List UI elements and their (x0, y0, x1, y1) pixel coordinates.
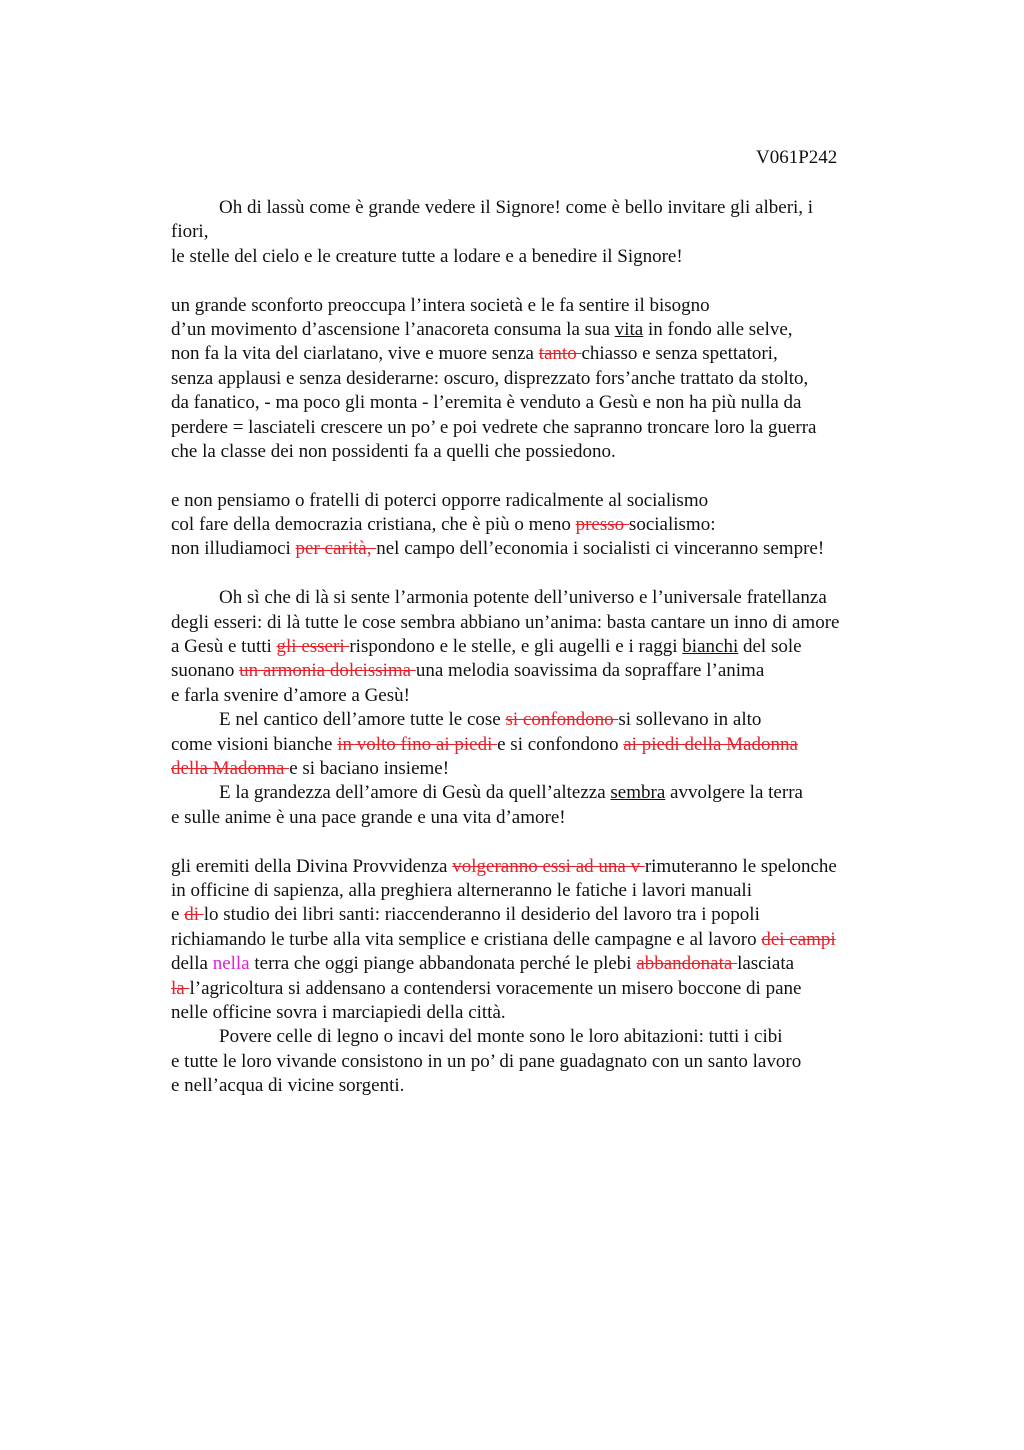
text-segment: degli esseri: di là tutte le cose sembra abbiano un’anima: basta cantare un inno di amore (171, 611, 840, 633)
text-segment: in fondo alle selve, (643, 318, 793, 340)
deleted-text: tanto (538, 343, 582, 365)
text-segment: e (171, 904, 185, 926)
text-segment: in officine di sapienza, alla preghiera alterneranno le fatiche i lavori manuali (171, 879, 752, 901)
text-line (171, 342, 911, 366)
paragraph-gap (171, 830, 911, 854)
text-line (171, 879, 911, 903)
deleted-text: la (171, 977, 190, 999)
text-segment: col fare della democrazia cristiana, che è più o meno (171, 514, 576, 536)
text-line (171, 245, 911, 269)
text-line (171, 537, 911, 561)
text-segment: e nell’acqua di vicine sorgenti. (171, 1075, 405, 1097)
text-line (171, 318, 911, 342)
text-line (171, 196, 911, 220)
text-segment: le stelle del cielo e le creature tutte a lodare e a benedire il Signore! (171, 245, 683, 267)
text-line (171, 708, 911, 732)
text-segment: e non pensiamo o fratelli di poterci opporre radicalmente al socialismo (171, 489, 709, 511)
text-segment: non fa la vita del ciarlatano, vive e muore senza (171, 343, 539, 365)
text-segment: Oh di lassù come è grande vedere il Signore! come è bello invitare gli alberi, i (219, 197, 814, 218)
text-segment: un grande sconforto preoccupa l’intera società e le fa sentire il bisogno (171, 294, 710, 316)
text-line (171, 1050, 911, 1074)
text-line (171, 1001, 911, 1025)
text-segment: E la grandezza dell’amore di Gesù da quell’altezza (219, 782, 611, 804)
text-segment: chiasso e senza spettatori, (581, 343, 778, 365)
text-segment: non illudiamoci (171, 538, 296, 560)
text-segment: nelle officine sovra i marciapiedi della città. (171, 1001, 506, 1023)
text-segment: una melodia soavissima da sopraffare l’anima (415, 660, 765, 682)
text-segment: lasciata (737, 953, 795, 975)
text-segment: terra che oggi piange abbandonata perché le plebi (249, 953, 637, 975)
text-line (171, 659, 911, 683)
text-line (171, 781, 911, 805)
text-line (171, 391, 911, 415)
text-line (171, 513, 911, 537)
text-segment: e si confondono (497, 733, 624, 755)
text-segment: si sollevano in alto (618, 709, 762, 731)
deleted-text: abbandonata (636, 953, 738, 975)
text-segment: d’un movimento d’ascensione l’anacoreta consuma la sua (171, 318, 615, 340)
text-segment: come visioni bianche (171, 733, 338, 755)
text-segment: gli eremiti della Divina Provvidenza (171, 855, 453, 877)
text-segment: e tutte le loro vivande consistono in un po’ di pane guadagnato con un santo lavoro (171, 1050, 802, 1072)
text-line (171, 855, 911, 879)
text-segment: rispondono e le stelle, e gli augelli e i raggi (349, 636, 683, 658)
underlined-text: bianchi (682, 636, 739, 658)
paragraph-gap (171, 562, 911, 586)
text-segment: avvolgere la terra (665, 782, 803, 804)
text-segment: perdere = lasciateli crescere un po’ e poi vedrete che sapranno troncare loro la guerra (171, 416, 817, 438)
deleted-text: un armonia dolcissima (239, 660, 416, 682)
text-line (171, 757, 911, 781)
text-segment: fiori, (171, 221, 209, 243)
text-segment: Povere celle di legno o incavi del monte sono le loro abitazioni: tutti i cibi (219, 1026, 783, 1048)
deleted-text: gli esseri (276, 636, 350, 658)
text-line (171, 903, 911, 927)
text-line (171, 928, 911, 952)
text-segment: Oh sì che di là si sente l’armonia potente dell’universo e l’universale fratellanza (219, 587, 827, 609)
deleted-text: in volto fino ai piedi (337, 733, 498, 755)
underlined-text: sembra (610, 782, 666, 804)
text-line (171, 1074, 911, 1098)
underlined-text: vita (614, 318, 644, 340)
text-segment: del sole (738, 636, 802, 658)
text-segment: rimuteranno le spelonche (644, 855, 837, 877)
document-body (171, 196, 911, 1098)
text-line (171, 733, 911, 757)
deleted-text: volgeranno essi ad una v (452, 855, 645, 877)
text-segment: l’agricoltura si addensano a contendersi voracemente un misero boccone di pane (189, 977, 802, 999)
text-line (171, 586, 911, 610)
deleted-text: dei campi (761, 928, 836, 950)
text-line (171, 806, 911, 830)
text-line (171, 489, 911, 513)
text-segment: E nel cantico dell’amore tutte le cose (219, 709, 506, 731)
text-segment: lo studio dei libri santi: riaccenderanno il desiderio del lavoro tra i popoli (203, 904, 760, 926)
text-segment: che la classe dei non possidenti fa a quelli che possiedono. (171, 440, 616, 462)
deleted-text: per carità, (295, 538, 377, 560)
deleted-text: ai piedi della Madonna (623, 733, 798, 755)
text-segment: da fanatico, - ma poco gli monta - l’eremita è venduto a Gesù e non ha più nulla da (171, 392, 802, 414)
text-segment: e sulle anime è una pace grande e una vita d’amore! (171, 806, 566, 828)
deleted-text: si confondono (505, 709, 619, 731)
text-segment: a Gesù e tutti (171, 636, 277, 658)
paragraph-gap (171, 464, 911, 488)
text-segment: e si baciano insieme! (289, 757, 450, 779)
text-line (171, 977, 911, 1001)
deleted-text: della Madonna (171, 757, 290, 779)
text-segment: suonano (171, 660, 240, 682)
text-line (171, 440, 911, 464)
text-line (171, 1025, 911, 1049)
text-line (171, 684, 911, 708)
text-line (171, 952, 911, 976)
text-line (171, 635, 911, 659)
text-line (171, 611, 911, 635)
text-line (171, 367, 911, 391)
text-segment: richiamando le turbe alla vita semplice e cristiana delle campagne e al lavoro (171, 928, 762, 950)
deleted-text: presso (575, 514, 629, 536)
text-line (171, 294, 911, 318)
deleted-text: di (184, 904, 204, 926)
text-line (171, 416, 911, 440)
text-segment: nel campo dell’economia i socialisti ci vinceranno sempre! (376, 538, 825, 560)
text-segment: socialismo: (628, 514, 716, 536)
document-id: V061P242 (756, 147, 838, 168)
text-segment: della (171, 953, 213, 975)
text-line (171, 220, 911, 244)
text-segment: e farla svenire d’amore a Gesù! (171, 684, 410, 706)
inserted-text: nella (212, 953, 250, 975)
paragraph-gap (171, 269, 911, 293)
text-segment: senza applausi e senza desiderarne: oscuro, disprezzato fors’anche trattato da stolto, (171, 367, 809, 389)
